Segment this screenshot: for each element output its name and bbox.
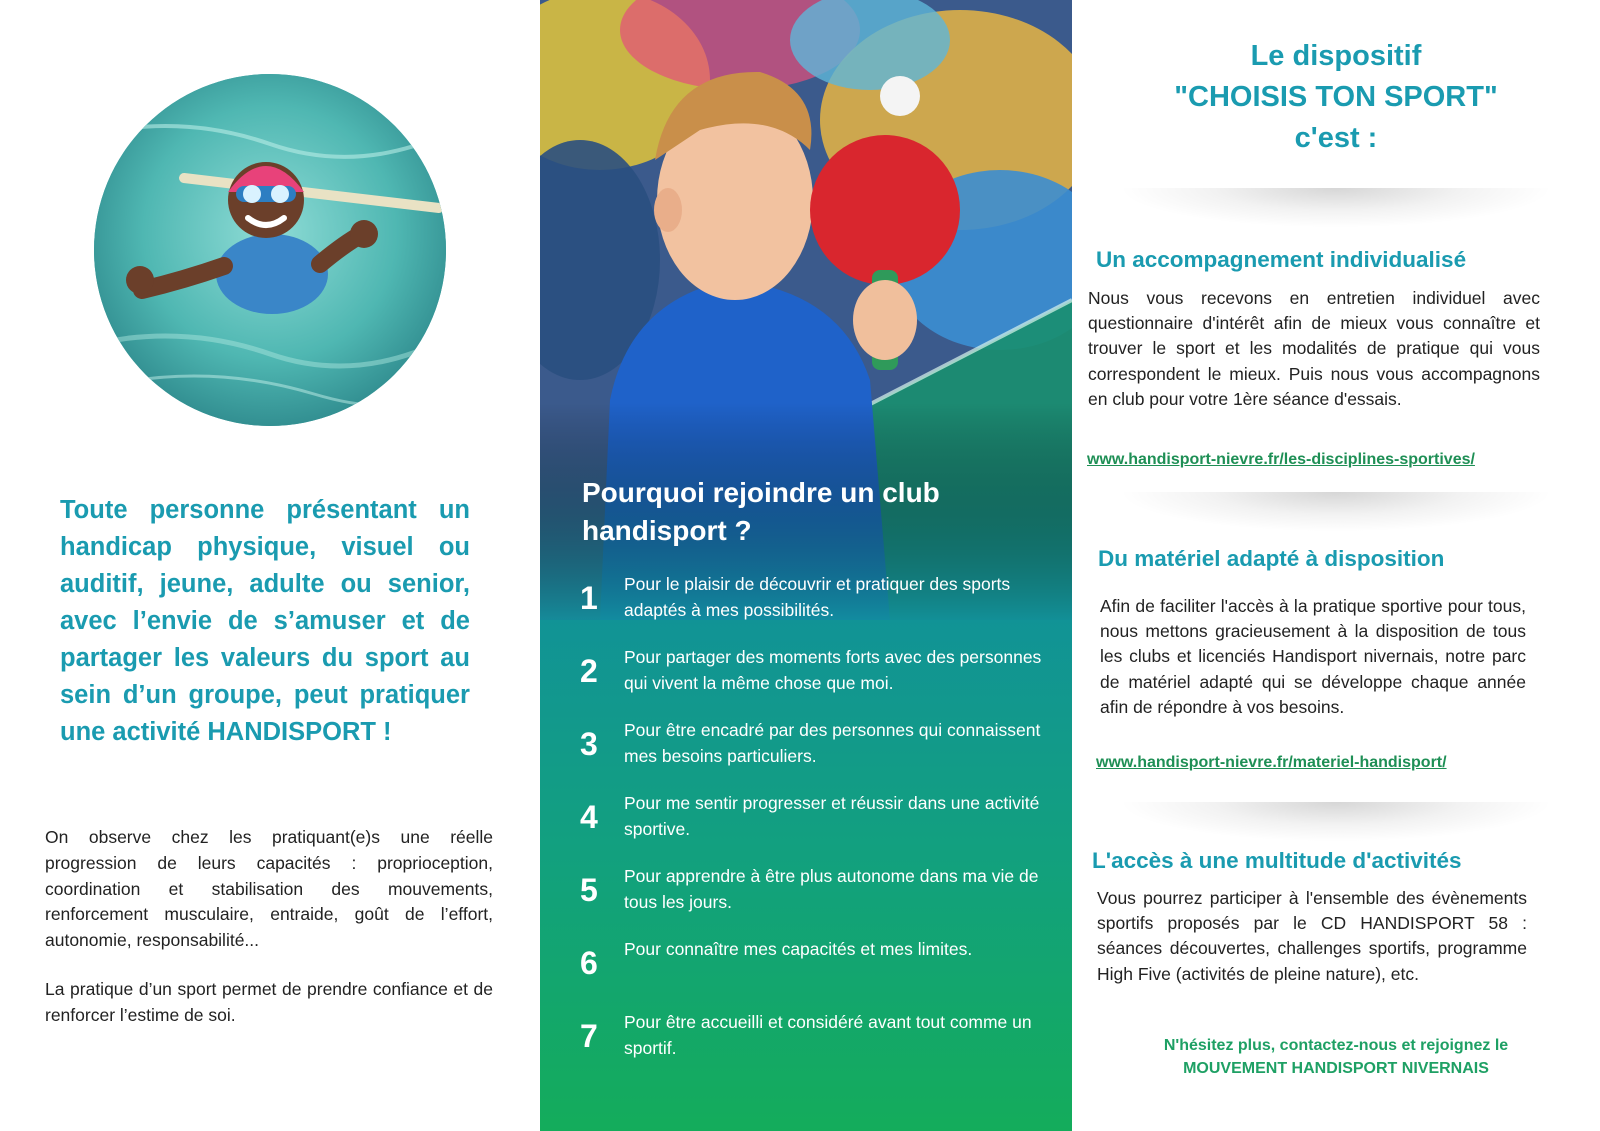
section-heading: L'accès à une multitude d'activités xyxy=(1092,848,1462,873)
section-heading: Un accompagnement individualisé xyxy=(1096,247,1467,272)
dispositif-title xyxy=(1072,36,1600,159)
reason-number: 2 xyxy=(580,653,598,689)
reason-number: 4 xyxy=(580,799,598,835)
swimmer-photo xyxy=(94,74,446,426)
section-body: Vous pourrez participer à l'ensemble des évènements sportifs proposés par le CD HANDISPORT 58 : séances découvertes, challenges sportifs, programme High Five (activités de pleine nature), etc. xyxy=(1097,888,1527,984)
section-divider xyxy=(1118,492,1554,532)
reason-number: 3 xyxy=(580,726,598,762)
materiel-link[interactable]: www.handisport-nievre.fr/materiel-handisport/ xyxy=(1096,754,1447,771)
disciplines-link[interactable]: www.handisport-nievre.fr/les-disciplines-sportives/ xyxy=(1087,451,1475,468)
reason-text: Pour me sentir progresser et réussir dans une activité sportive. xyxy=(624,793,1040,839)
list-item xyxy=(580,572,1060,632)
list-item xyxy=(580,645,1060,705)
reason-text: Pour être accueilli et considéré avant tout comme un sportif. xyxy=(624,1012,1032,1058)
section-divider xyxy=(1118,188,1554,228)
title-line: c'est : xyxy=(1294,122,1378,154)
list-item xyxy=(580,718,1060,778)
reason-number: 5 xyxy=(580,872,598,908)
call-to-action xyxy=(1072,1034,1600,1080)
title-line: Le dispositif xyxy=(1250,40,1422,72)
list-item xyxy=(580,1010,1060,1070)
middle-title: Pourquoi rejoindre un club handisport ? xyxy=(582,477,940,546)
list-item xyxy=(580,864,1060,924)
reason-text: Pour connaître mes capacités et mes limites. xyxy=(624,939,973,959)
reason-number: 6 xyxy=(580,945,598,981)
cta-line: MOUVEMENT HANDISPORT NIVERNAIS xyxy=(1183,1060,1489,1077)
section-body: Nous vous recevons en entretien individuel avec questionnaire d'intérêt afin de mieux vous connaître et trouver le sport et les modalités de pratique qui vous correspondent le mieux. Puis nous vous accompagnons en club pour votre 1ère séance d'essais. xyxy=(1088,288,1540,409)
confidence-paragraph: La pratique d’un sport permet de prendre confiance et de renforcer l’estime de soi. xyxy=(45,979,493,1025)
reason-text: Pour apprendre à être plus autonome dans ma vie de tous les jours. xyxy=(624,866,1039,912)
list-item xyxy=(580,937,1060,997)
cta-line: N'hésitez plus, contactez-nous et rejoignez le xyxy=(1163,1037,1509,1054)
right-panel xyxy=(1072,0,1600,1131)
swimmer-illustration xyxy=(94,74,446,426)
reason-number: 7 xyxy=(580,1018,598,1054)
reason-text: Pour le plaisir de découvrir et pratiquer des sports adaptés à mes possibilités. xyxy=(624,574,1011,620)
left-panel xyxy=(0,0,540,1131)
reason-text: Pour être encadré par des personnes qui connaissent mes besoins particuliers. xyxy=(624,720,1041,766)
title-line: "CHOISIS TON SPORT" xyxy=(1174,81,1498,113)
lead-statement: Toute personne présentant un handicap physique, visuel ou auditif, jeune, adulte ou senior, avec l’envie de s’amuser et de partager les valeurs du sport au sein d’un groupe, peut pratiquer une activité HANDISPORT ! xyxy=(60,496,470,746)
list-item xyxy=(580,791,1060,851)
reason-number: 1 xyxy=(580,580,598,616)
section-body: Afin de faciliter l'accès à la pratique sportive pour tous, nous mettons gracieusement à la disposition de tous les clubs et licenciés Handisport nivernais, notre parc de matériel adapté qui se développe chaque année afin de répondre à vos besoins. xyxy=(1100,596,1526,717)
benefits-paragraph: On observe chez les pratiquant(e)s une réelle progression de leurs capacités : proprioception, coordination et stabilisation des mouvements, renforcement musculaire, entraide, goût de l’effort, autonomie, responsabilité... xyxy=(45,827,493,951)
section-divider xyxy=(1118,802,1554,842)
section-heading: Du matériel adapté à disposition xyxy=(1098,546,1445,571)
middle-panel xyxy=(540,0,1072,1131)
reason-text: Pour partager des moments forts avec des personnes qui vivent la même chose que moi. xyxy=(624,647,1042,693)
